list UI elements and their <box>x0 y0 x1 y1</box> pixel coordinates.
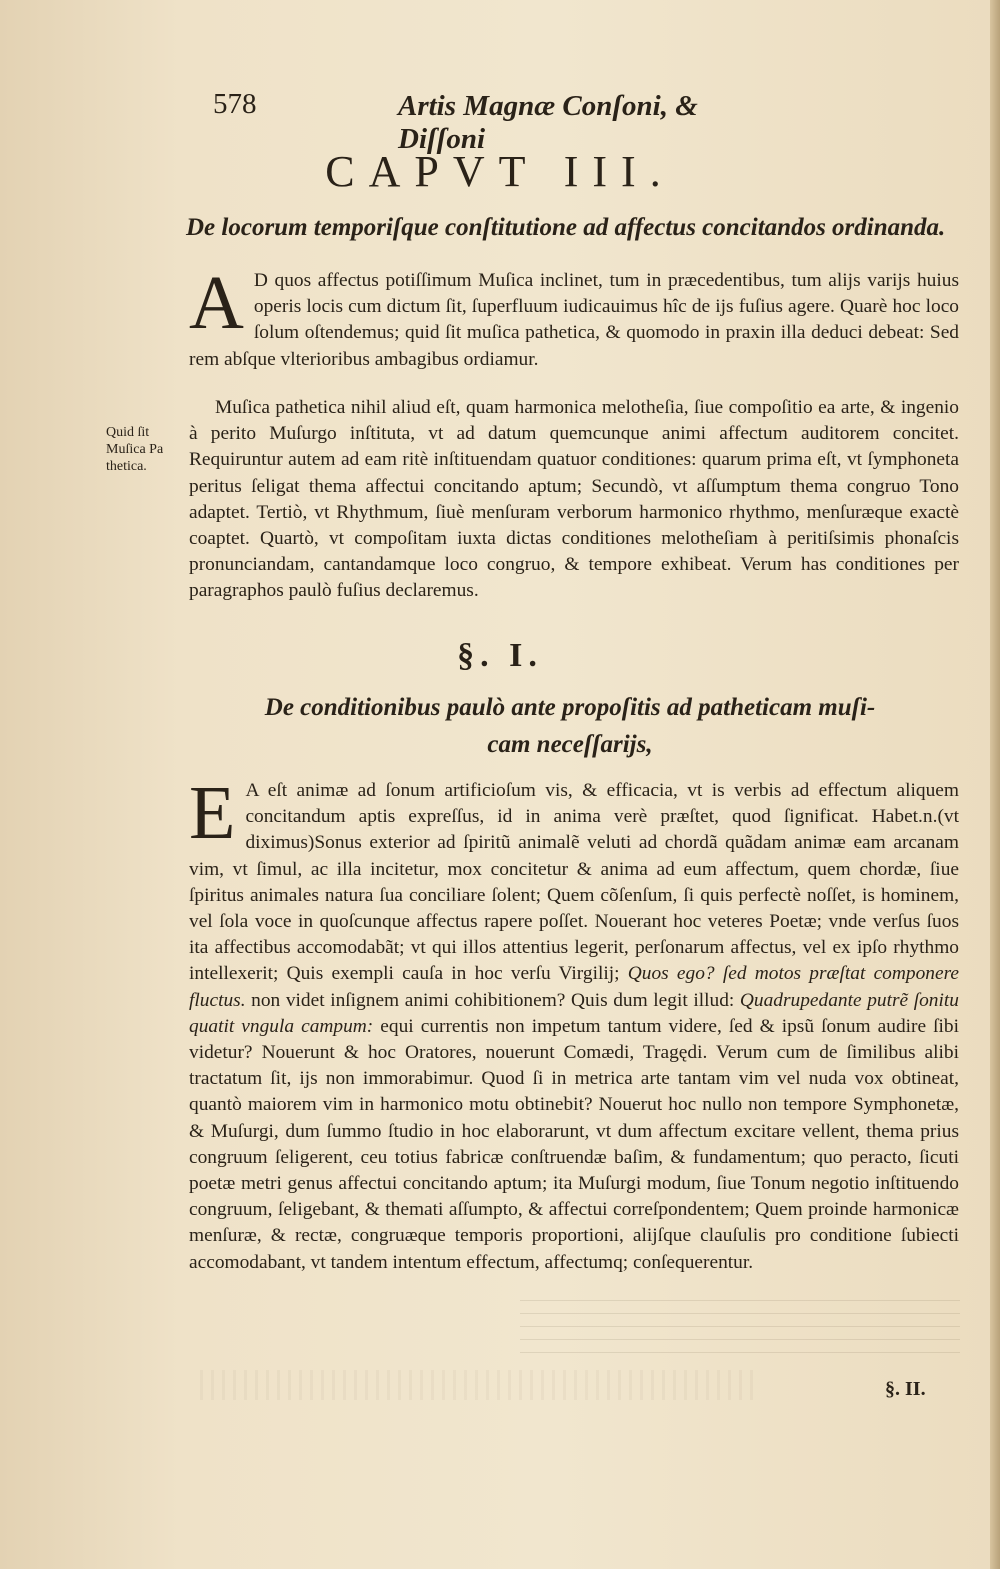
intro-text-1: D quos affectus potiſſimum Muſica inclinet, tum in præcedentibus, tum alijs varijs huius operis locis cum dictum ſit, ſuperfluum iudicauimus hîc de ijs fuſius agere. Quarè hoc loco ſolum oſtendemus; quid ſit muſica pathetica, & quomodo in praxin illa deduci debeat: Sed rem abſque vlterioribus ambagibus ordiamur. <box>189 270 959 370</box>
chapter-heading: CAPVT III. <box>325 147 675 196</box>
drop-cap: E <box>189 771 236 855</box>
section-text-part-2: non videt inſignem animi cohibitionem? Quis dum legit illud: <box>251 989 735 1011</box>
section-heading: §. I. <box>457 637 543 674</box>
quote-virgil-2: Quadrupedante putrẽ ſonitu quatit vngula campum: <box>189 989 959 1037</box>
drop-cap: A <box>189 261 244 345</box>
section-title-line: De conditionibus paulò ante propoſitis ad patheticam muſi- <box>264 694 876 721</box>
margin-note-line: Muſica Pa <box>106 442 164 457</box>
margin-note-line: thetica. <box>106 459 147 474</box>
catchword: §. II. <box>885 1378 926 1400</box>
page-header <box>213 88 773 155</box>
page-edge <box>990 0 1000 1569</box>
intro-paragraph-2 <box>189 395 959 605</box>
section-text-part-1: A eſt animæ ad ſonum artificioſum vis, & efficacia, vt is verbis ad effectum aliquem concitandum aptis expreſſus, id in anima verè præſtet, quod ſignificat. Habet.n.(vt diximus)Sonus exterior ad ſpiritũ animalẽ veluti ad chordã quãdam animæ eam arcanam vim, vt ſimul, ac illa incitetur, mox concitetur & anima ad eum affectum, quem chordæ, ſiue ſpiritus animales natura ſua conciliare ſolent; Quem cõſenſum, ſi quis perfectè noſſet, is hominem, vel ſola voce in quoſcunque affectus rapere poſſet. Nouerant hoc veteres Poetæ; vnde verſus ſuos ita affectibus accomodabãt; vt qui illos attentius legerit, perſonarum affectus, vel ex ipſo rhythmo intellexerit; Quis exempli cauſa in hoc verſu Virgilij; <box>189 780 959 985</box>
margin-note <box>106 424 182 475</box>
page-number: 578 <box>213 88 257 120</box>
section-paragraph <box>189 771 960 1276</box>
intro-paragraph-1 <box>189 261 959 373</box>
running-title: Artis Magnæ Conſoni, & Diſſoni <box>398 90 698 155</box>
margin-note-line: Quid ſit <box>106 425 150 440</box>
bleed-through <box>200 1370 760 1400</box>
section-title-line: cam neceſſarijs, <box>487 731 653 758</box>
chapter-subtitle: De locorum temporiſque conſtitutione ad affectus concitandos ordinanda. <box>186 214 946 241</box>
intro-text-2: Muſica pathetica nihil aliud eſt, quam harmonica melotheſia, ſiue compoſitio ea arte, & ingenio à perito Muſurgo inſtituta, vt ad datum quemcunque animi affectum auditorem concitet. Requiruntur autem ad eam ritè inſtituendam quatuor conditiones: quarum prima eſt, vt ſymphoneta peritus ſeligat thema affectui concitando aptum; Secundò, vt aſſumptum thema congruo Tono adaptet. Tertiò, vt Rhythmum, ſiuè menſuram verborum harmonico rhythmo, menſuræque exactè coaptet. Quartò, vt compoſitam iuxta dictas conditiones melotheſiam à peritiſsimis phonaſcis pronunciandam, cantandamque loco congruo, & tempore exhibeat. Verum has conditiones per paragraphos paulò fuſius declaremus. <box>189 397 959 602</box>
quote-virgil-1: Quos ego? ſed motos præſtat componere fluctus. <box>189 963 959 1011</box>
section-title <box>250 689 890 763</box>
section-text-part-3: equi currentis non impetum tantum videre, ſed & ipsũ ſonum audire ſibi videtur? Nouerunt & hoc Oratores, nouerunt Comædi, Tragędi. Verum cum de ſimilibus alibi tractatum ſit, ijs non immorabimur. Quod ſi in metrica arte tantam vim vel nuda vox obtineat, quantò maiorem vim in harmonico motu obtinebit? Nouerut hoc nullo non tempore Symphonetæ, & Muſurgi, dum ſummo ſtudio in hoc elaborarunt, vt dum affectum excitare vellent, thema prius congruum ſeligerent, ceu totius fabricæ conſtruendæ baſim, & fundamentum; quo peracto, ſicuti poetæ metri genus affectui concitando aptum; ita Muſurgi modum, ſiue Tonum negotio inſtituendo congruum, ſeligebant, & themati aſſumpto, & affectui correſpondentem; Quem proinde harmonicæ menſuræ, & rectæ, congruæque temporis proportioni, alijſque clauſulis pro conditione ſubiecti accomodabant, vt tandem intentum effectum, affectumq; conſequerentur. <box>189 1015 960 1273</box>
bleed-through-staff <box>520 1300 960 1370</box>
